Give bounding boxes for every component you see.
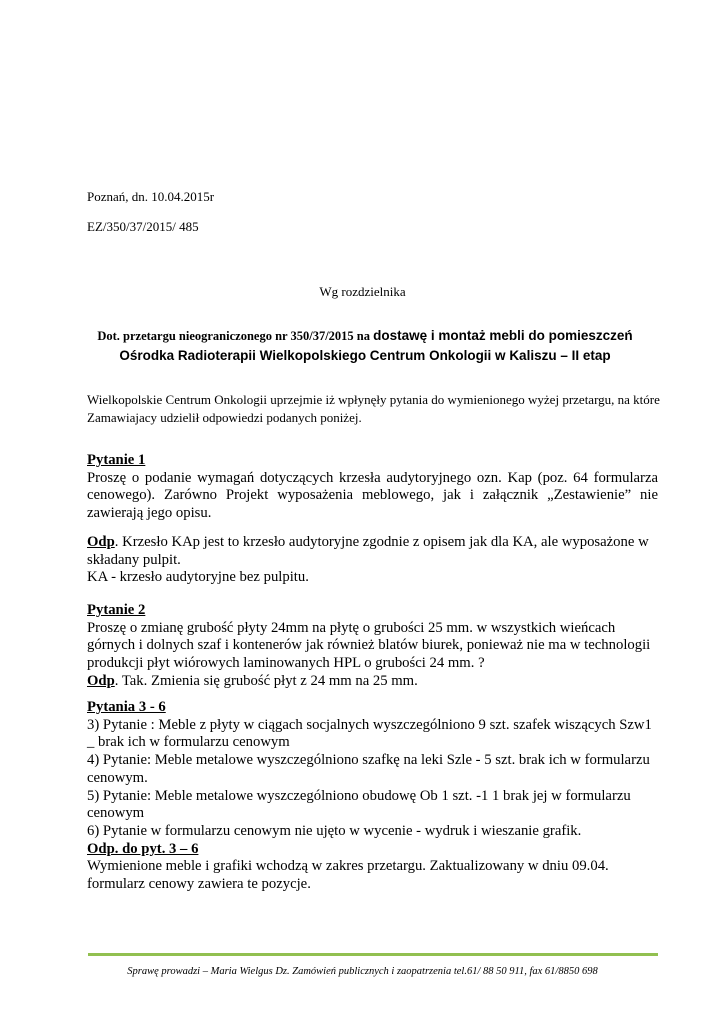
answer-1-extra: KA - krzesło audytoryjne bez pulpitu. <box>87 569 309 586</box>
subject-lead: Dot. przetargu nieograniczonego nr 350/37/2015 na <box>97 329 374 343</box>
subject <box>60 326 670 365</box>
question-2-heading: Pytanie 2 <box>87 602 146 618</box>
list-item: 3) Pytanie : Meble z płyty w ciągach socjalnych wyszczególniono 9 szt. szafek wiszących Szw1 _ brak ich w formularzu cenowym <box>87 716 652 751</box>
subject-line-1: dostawę i montaż mebli do pomieszczeń <box>373 328 633 343</box>
question-1-heading: Pytanie 1 <box>87 452 146 468</box>
answers-3-6-text: Wymienione meble i grafiki wchodzą w zakres przetargu. Zaktualizowany w dniu 09.04. formularz cenowy zawiera te pozycje. <box>87 858 609 893</box>
answer-1-label: Odp <box>87 534 115 550</box>
reference-number: EZ/350/37/2015/ 485 <box>87 219 199 234</box>
footer-contact: Sprawę prowadzi – Maria Wielgus Dz. Zamówień publicznych i zaopatrzenia tel.61/ 88 50 911, fax 61/8850 698 <box>127 966 598 977</box>
answer-2-label: Odp <box>87 672 115 689</box>
answers-3-6-heading: Odp. do pyt. 3 – 6 <box>87 840 199 857</box>
list-item: 6) Pytanie w formularzu cenowym nie ujęto w wycenie - wydruk i wieszanie grafik. <box>87 822 582 839</box>
questions-3-6 <box>87 699 658 894</box>
question-1-text: Proszę o podanie wymagań dotyczących krzesła audytoryjnego ozn. Kap (poz. 64 formularza cenowego). Zarówno Projekt wyposażenia meblowego, jak i załącznik „Zestawienie” nie zawierają jego opisu. <box>87 469 658 522</box>
list-item: 4) Pytanie: Meble metalowe wyszczególniono szafkę na leki Szle - 5 szt. brak ich w formularzu cenowym. <box>87 752 650 786</box>
answer-2-text: . Tak. Zmienia się grubość płyt z 24 mm na 25 mm. <box>114 672 418 689</box>
document-date: Poznań, dn. 10.04.2015r <box>87 189 215 204</box>
answer-1 <box>87 534 658 587</box>
intro-paragraph: Wielkopolskie Centrum Onkologii uprzejmie iż wpłynęły pytania do wymienionego wyżej przetargu, na które Zamawiajacy udzielił odpowiedzi podanych poniżej. <box>87 392 660 425</box>
answer-1-text: . Krzesło KAp jest to krzesło audytoryjne zgodnie z opisem jak dla KA, ale wyposażone w składany pulpit. <box>87 534 649 568</box>
question-2 <box>87 602 658 691</box>
question-2-text: Proszę o zmianę grubość płyty 24mm na płytę o grubości 25 mm. w wszystkich wieńcach górnych i dolnych szaf i kontenerów jak również blatów biurek, ponieważ nie ma w technologii produkcji płyt wiórowych laminowanych HPL o grubości 24 mm. ? <box>87 619 651 672</box>
question-1 <box>87 452 658 523</box>
subject-line-2: Ośrodka Radioterapii Wielkopolskiego Centrum Onkologii w Kaliszu – II etap <box>119 348 611 363</box>
footer-divider <box>88 953 658 956</box>
recipient: Wg rozdzielnika <box>319 284 406 299</box>
questions-3-6-heading: Pytania 3 - 6 <box>87 699 166 715</box>
list-item: 5) Pytanie: Meble metalowe wyszczególniono obudowę Ob 1 szt. -1 1 brak jej w formularzu cenowym <box>87 787 631 822</box>
